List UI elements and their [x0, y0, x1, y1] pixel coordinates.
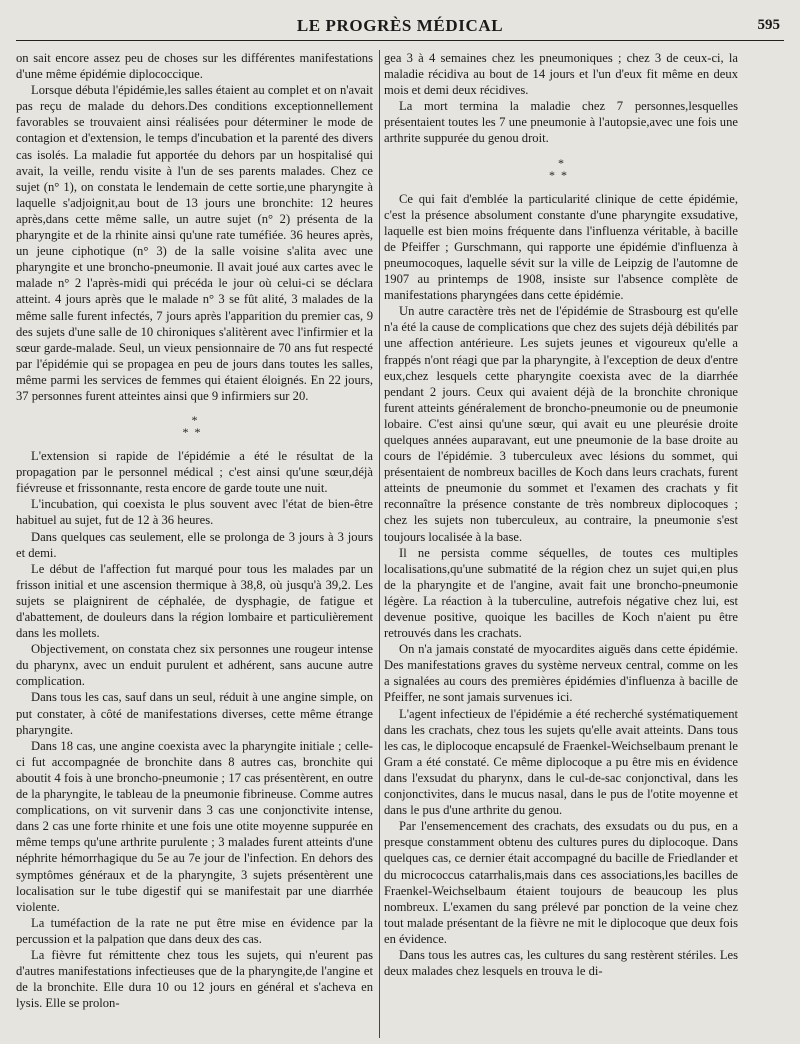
paragraph: Il ne persista comme séquelles, de toutes ces multiples localisations,qu'une submatité de la région chez un sujet qui,en plus de la pharyngite et de l'angine, avait fait une broncho-pneumonie légère. La réaction à la tuberculine, autrefois négative chez lui, est devenue positive, quoique les bacilles de Koch n'aient pu être retrouvés dans les crachats.: [384, 545, 738, 641]
running-title: LE PROGRÈS MÉDICAL: [296, 16, 504, 35]
paragraph: La fièvre fut rémittente chez tous les sujets, qui n'eurent pas d'autres manifestations infectieuses que de la pharyngite,de l'angine et de la bronchite. Elle dura 10 ou 12 jours en général et s'acheva en lysis. Elle se prolon-: [16, 947, 373, 1011]
paragraph: Objectivement, on constata chez six personnes une rougeur intense du pharynx, avec un enduit purulent et adhérent, sans aucune autre complication.: [16, 642, 373, 689]
asterism-bottom: **: [549, 167, 573, 182]
paragraph: La tuméfaction de la rate ne put être mise en évidence par la percussion et la palpation que dans deux des cas.: [16, 915, 373, 946]
section-separator-asterism: [16, 414, 373, 438]
asterism-bottom: **: [182, 425, 207, 440]
paragraph: L'extension si rapide de l'épidémie a été le résultat de la propagation par le personnel médical ; c'est ainsi qu'une sœur,déjà fiévreuse et frissonnante, resta encore de garde toute une nuit.: [16, 449, 373, 496]
asterism-top: *: [191, 413, 198, 428]
paragraph: Ce qui fait d'emblée la particularité clinique de cette épidémie, c'est la présence absolument constante d'une pharyngite exsudative, laquelle est bien moins fréquente dans l'influenza véritable, à bacille de Pfeiffer ; Gurschmann, qui rapporte une épidémie d'influenza à pneumocoques, laquelle sévit sur la ville de Leipzig de l'automne de 1907 au printemps de 1908, insiste sur l'absence complète de manifestations pharyngées dans cette épidémie.: [384, 191, 738, 303]
paragraph: Dans 18 cas, une angine coexista avec la pharyngite initiale ; celle-ci fut accompagnée de bronchite dans 8 autres cas, bronchite qui aboutit 4 fois à une broncho-pneumonie ; 17 cas présentèrent, en outre de la pharyngite, le tableau de la pneumonie fibrineuse. Comme autres complications, on vit survenir dans 3 cas une conjonctivite intense, dans 2 cas une forte rhinite et une fois une otite moyenne suppurée en même temps qu'une arthrite purulente ; 3 malades furent atteints d'une néphrite hémorrhagique du 5e au 7e jour de l'infection. En dehors des symptômes généraux et de la pharyngite, 3 sujets présentèrent une localisation sur le tube digestif qui se manifestait par une diarrhée violente.: [16, 738, 373, 914]
paragraph: Par l'ensemencement des crachats, des exsudats ou du pus, en a presque constamment obtenu des cultures pures du diplocoque. Dans quelques cas, ce dernier était accompagné du bacille de Friedlander et du micrococcus catarrhalis,mais dans ces associations,les bacilles de Fraenkel-Weichselbaum étaient toujours de beaucoup les plus nombreux. L'examen du sang prélevé par ponction de la veine chez tout malade présentant de la fièvre ne mit le diplocoque que deux fois en évidence.: [384, 819, 738, 946]
left-column: [16, 50, 373, 1040]
paragraph: La mort termina la maladie chez 7 personnes,lesquelles présentaient toutes les 7 une pneumonie à l'autopsie,avec une fois une arthrite suppurée du genou droit.: [384, 99, 738, 146]
paragraph: Dans tous les cas, sauf dans un seul, réduit à une angine simple, on put constater, à côté de manifestations diverses, cette même étrange pharyngite.: [16, 690, 373, 737]
running-header: [16, 14, 784, 41]
paragraph: L'agent infectieux de l'épidémie a été recherché systématiquement dans les crachats, chez tous les sujets qu'elle avait atteints. Dans tous les cas, le diplocoque encapsulé de Fraenkel-Weichselbaum prenant le Gram a été constaté. Ce même diplocoque a pu être mis en évidence dans l'exsudat du pharynx, dans le cul-de-sac conjonctival, dans les conjonctivites, dans le mucus nasal, dans le pus de l'otite moyenne et dans le pus d'une arthrite du genou.: [384, 706, 738, 818]
paragraph: Dans tous les autres cas, les cultures du sang restèrent stériles. Les deux malades chez lesquels en trouva le di-: [384, 947, 738, 979]
paragraph: L'incubation, qui coexista le plus souvent avec l'état de bien-être habituel au sujet, fut de 12 à 36 heures.: [16, 497, 373, 528]
paragraph: gea 3 à 4 semaines chez les pneumoniques ; chez 3 de ceux-ci, la maladie récidiva au bout de 14 jours et l'un d'eux fit même en deux mois et demi deux récidives.: [384, 51, 738, 98]
paragraph: Lorsque débuta l'épidémie,les salles étaient au complet et on n'avait pas reçu de malade du dehors.Des conditions exceptionnellement favorables se trouvaient ainsi réalisées pour déterminer le mode de contagion et d'extension, le temps d'incubation et la parenté des divers cas isolés. La maladie fut apportée du dehors par un hospitalisé qui avait, la veille, rendu visite à l'un de ses parents malades. Chez ce sujet (n° 1), on constata le lendemain de cette sortie,une pharyngite à laquelle s'adjoignit,au bout de 13 jours une bronchite: 12 heures après,dans cette même salle, un autre sujet (n° 2) présenta de la pharyngite et de la rhinite ainsi qu'une rate tuméfiée. 36 heures après, un jeune ciphotique (n° 3) de la salle voisine s'alita avec une pharyngite et une broncho-pneumonie. Il avait joué aux cartes avec le malade n° 2 l'après-midi qui précéda le jour où celui-ci se déclara atteint. 4 jours après que le malade n° 3 se fût alité, 3 malades de la même salle furent infectés, 7 jours après l'apparition du premier cas, 9 des sujets d'une salle de 10 chironiques s'alitèrent avec l'infirmier et la sœur garde-malade. Seul, un vieux pensionnaire de 70 ans fut respecté par l'épidémie qui se propagea en peu de jours dans toutes les salles, même parmi les services de femmes qui étaient éloignés. En 22 jours, 37 personnes furent atteintes ainsi que 9 infirmiers sur 20.: [16, 83, 373, 403]
paragraph: Dans quelques cas seulement, elle se prolonga de 3 jours à 3 jours et demi.: [16, 529, 373, 560]
right-column: [384, 50, 738, 1040]
paragraph: Le début de l'affection fut marqué pour tous les malades par un frisson initial et une ascension thermique à 38,8, où jusqu'à 39,2. Les sujets se plaignirent de céphalée, de dysphagie, de fatigue et d'abattement, de douleurs dans la région lombaire et particulièrement dans les mollets.: [16, 561, 373, 641]
paragraph: on sait encore assez peu de choses sur les différentes manifestations d'une même épidémie diplococcique.: [16, 51, 373, 82]
page-number: 595: [757, 17, 780, 33]
paragraph: Un autre caractère très net de l'épidémie de Strasbourg est qu'elle n'a été la cause de complications que chez des sujets déjà débilités par une affection antérieure. Les sujets jeunes et vigoureux qu'elle a frappés n'ont réagi que par la pharyngite, à l'exception de deux d'entre eux,chez lesquels cette pharyngite coexista avec de la diarrhée pendant 2 jours. Ceux qui avaient déjà de la bronchite chronique furent atteints généralement de broncho-pneumonie ou de pneumonie lobaire. C'est ainsi qu'une sœur, qui avait eu une pleurésie droite quelques années auparavant, eut une pneumonie de la base droite au cours de l'épidémie. 3 tuberculeux avec lésions du sommet, qui présentaient de nombreux bacilles de Koch dans leurs crachats, furent atteints de pneumonie du sommet et l'examen des crachats y fit reconnaître la présence constante de très nombreux diplocoques ; chez les sujets non tuberculeux, au contraire, la pneumonie s'est toujours localisée à la base.: [384, 304, 738, 544]
asterism-top: *: [558, 155, 564, 170]
section-separator-asterism: [384, 157, 738, 181]
column-divider: [379, 50, 380, 1038]
paragraph: On n'a jamais constaté de myocardites aiguës dans cette épidémie. Des manifestations graves du système nerveux central, comme on les a signalées au cours des premières épidémies d'influenza à bacille de Pfeiffer, ne sont jamais survenues ici.: [384, 642, 738, 705]
